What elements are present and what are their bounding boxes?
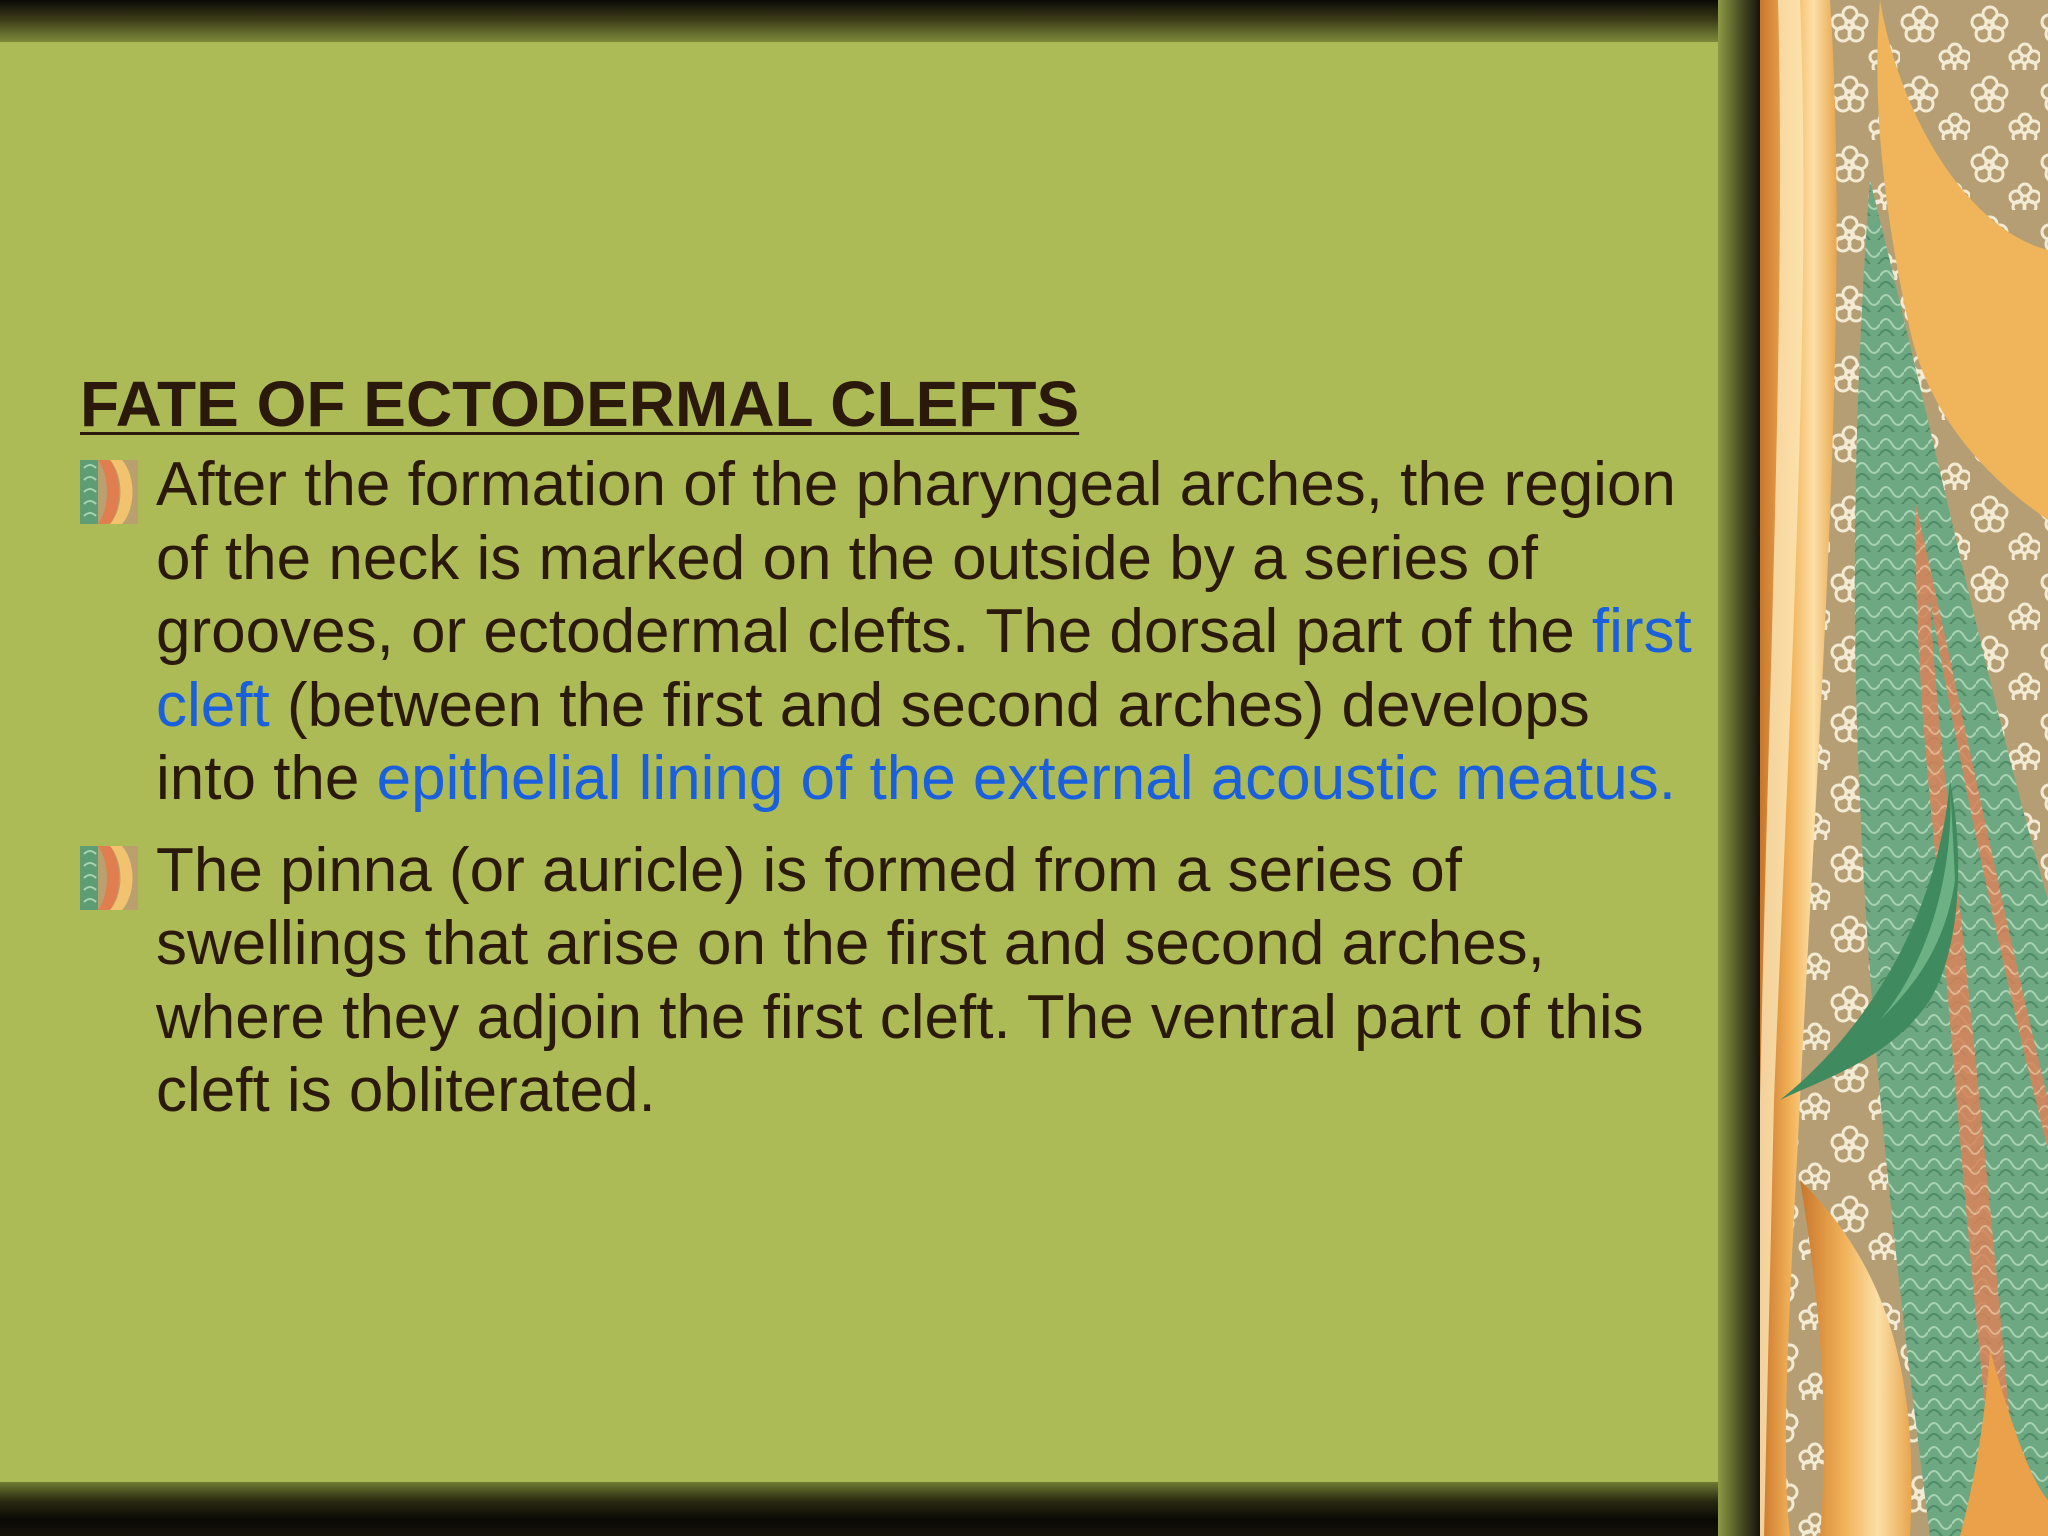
panel-bottom-edge [0, 1482, 1775, 1536]
bullet-text-part: After the formation of the pharyngeal arches, the region of the neck is marked on the outside by a series of grooves, or ectodermal clefts. The dorsal part of the [156, 450, 1676, 666]
slide-title: FATE OF ECTODERMAL CLEFTS [80, 368, 1080, 440]
bullet-text: The pinna (or auricle) is formed from a series of swellings that arise on the first and second arches, where they adjoin the first cleft. The ventral part of this cleft is obliterated. [156, 835, 1644, 1125]
highlight-epithelial-lining: epithelial lining of the external acoustic meatus. [376, 744, 1676, 813]
bullet-item [80, 448, 1700, 816]
bullet-list [80, 448, 1700, 1128]
bullet-text-part: (between the first and second arches) develops into the [156, 670, 1590, 813]
slide-content [80, 362, 1700, 1146]
highlight-first-cleft: first cleft [156, 597, 1692, 740]
bullet-item [80, 834, 1700, 1128]
patterned-square-bullet-icon [80, 846, 138, 910]
panel-top-edge [0, 0, 1775, 42]
floral-drape-decoration [1760, 0, 2048, 1536]
patterned-square-bullet-icon [80, 460, 138, 524]
